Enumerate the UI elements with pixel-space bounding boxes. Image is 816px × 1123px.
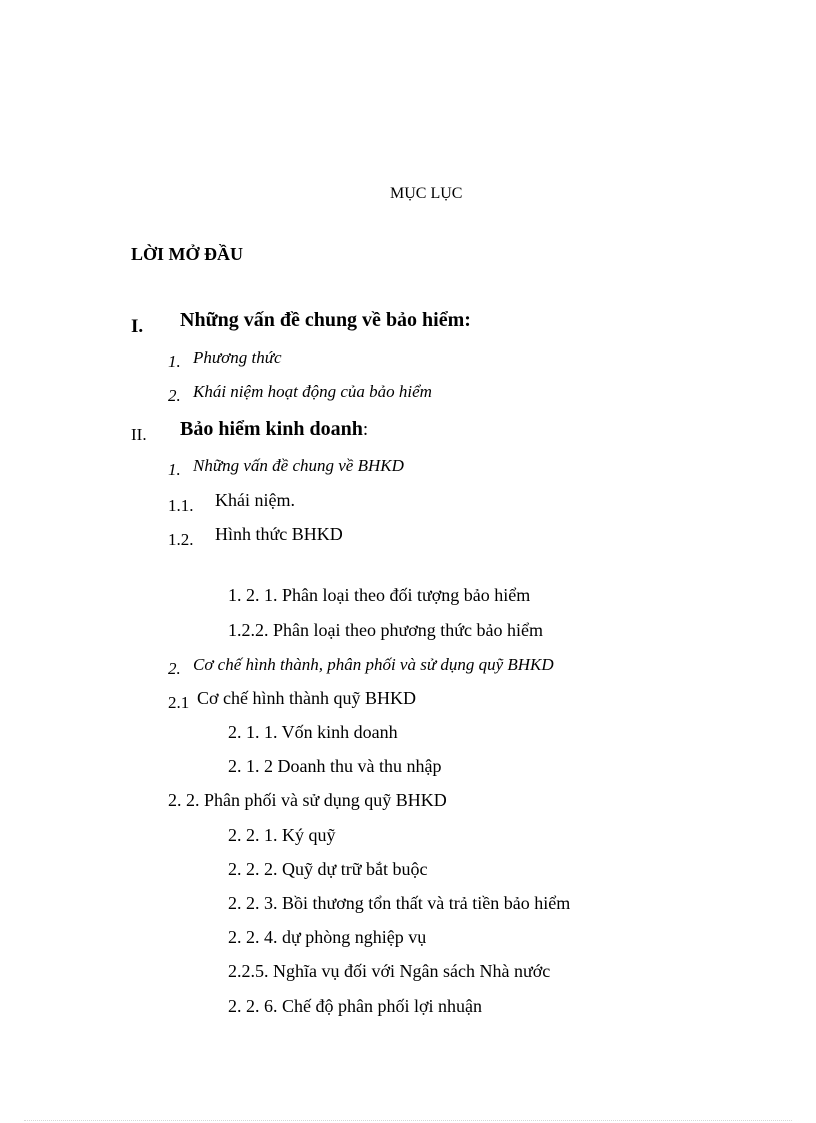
section-2-item-1-number: 1. bbox=[168, 460, 181, 479]
section-2-item-1-2-2[interactable]: 1.2.2. Phân loại theo phương thức bảo hiểm bbox=[228, 620, 543, 640]
section-2-item-2-2-1[interactable]: 2. 2. 1. Ký quỹ bbox=[228, 825, 336, 845]
section-2-heading[interactable]: Bảo hiểm kinh doanh bbox=[180, 418, 363, 440]
section-2-item-2-1-number: 2.1 bbox=[168, 693, 190, 712]
toc-title: MỤC LỤC bbox=[390, 185, 463, 202]
section-2-item-1-2[interactable]: Hình thức BHKD bbox=[215, 524, 343, 544]
section-2-number: II. bbox=[131, 425, 147, 444]
section-2-item-2-1[interactable]: Cơ chế hình thành quỹ BHKD bbox=[197, 688, 416, 708]
section-2-heading-row[interactable] bbox=[180, 419, 368, 439]
section-2-item-1-1[interactable]: Khái niệm. bbox=[215, 490, 295, 510]
section-2-item-2-2-5[interactable]: 2.2.5. Nghĩa vụ đối với Ngân sách Nhà nước bbox=[228, 961, 551, 981]
section-2-item-1[interactable]: Những vấn đề chung về BHKD bbox=[193, 456, 404, 475]
toc-intro[interactable]: LỜI MỞ ĐẦU bbox=[131, 244, 243, 264]
section-1-heading[interactable]: Những vấn đề chung về bảo hiểm: bbox=[180, 309, 471, 331]
section-1-number: I. bbox=[131, 316, 144, 337]
section-1-item-1[interactable]: Phương thức bbox=[193, 348, 282, 367]
section-2-item-1-1-number: 1.1. bbox=[168, 496, 194, 515]
section-2-item-2-2-2[interactable]: 2. 2. 2. Quỹ dự trữ bắt buộc bbox=[228, 859, 428, 879]
section-2-item-1-2-1[interactable]: 1. 2. 1. Phân loại theo đối tượng bảo hiểm bbox=[228, 585, 531, 605]
section-1-item-1-number: 1. bbox=[168, 352, 181, 371]
section-2-colon: : bbox=[362, 419, 369, 440]
section-2-item-2-number: 2. bbox=[168, 659, 181, 678]
section-2-item-2-2[interactable]: 2. 2. Phân phối và sử dụng quỹ BHKD bbox=[168, 790, 447, 810]
section-2-item-2-1-1[interactable]: 2. 1. 1. Vốn kinh doanh bbox=[228, 722, 398, 742]
section-2-item-2-2-3[interactable]: 2. 2. 3. Bồi thương tổn thất và trả tiền bảo hiểm bbox=[228, 893, 571, 913]
section-1-item-2-number: 2. bbox=[168, 386, 181, 405]
section-2-item-2-1-2[interactable]: 2. 1. 2 Doanh thu và thu nhập bbox=[228, 756, 442, 776]
section-2-item-1-2-number: 1.2. bbox=[168, 530, 194, 549]
section-2-item-2-2-6[interactable]: 2. 2. 6. Chế độ phân phối lợi nhuận bbox=[228, 996, 482, 1016]
section-2-item-2[interactable]: Cơ chế hình thành, phân phối và sử dụng quỹ BHKD bbox=[193, 655, 554, 674]
page-bottom-divider bbox=[24, 1120, 792, 1121]
section-1-item-2[interactable]: Khái niệm hoạt động của bảo hiểm bbox=[193, 382, 432, 401]
section-2-item-2-2-4[interactable]: 2. 2. 4. dự phòng nghiệp vụ bbox=[228, 927, 427, 947]
